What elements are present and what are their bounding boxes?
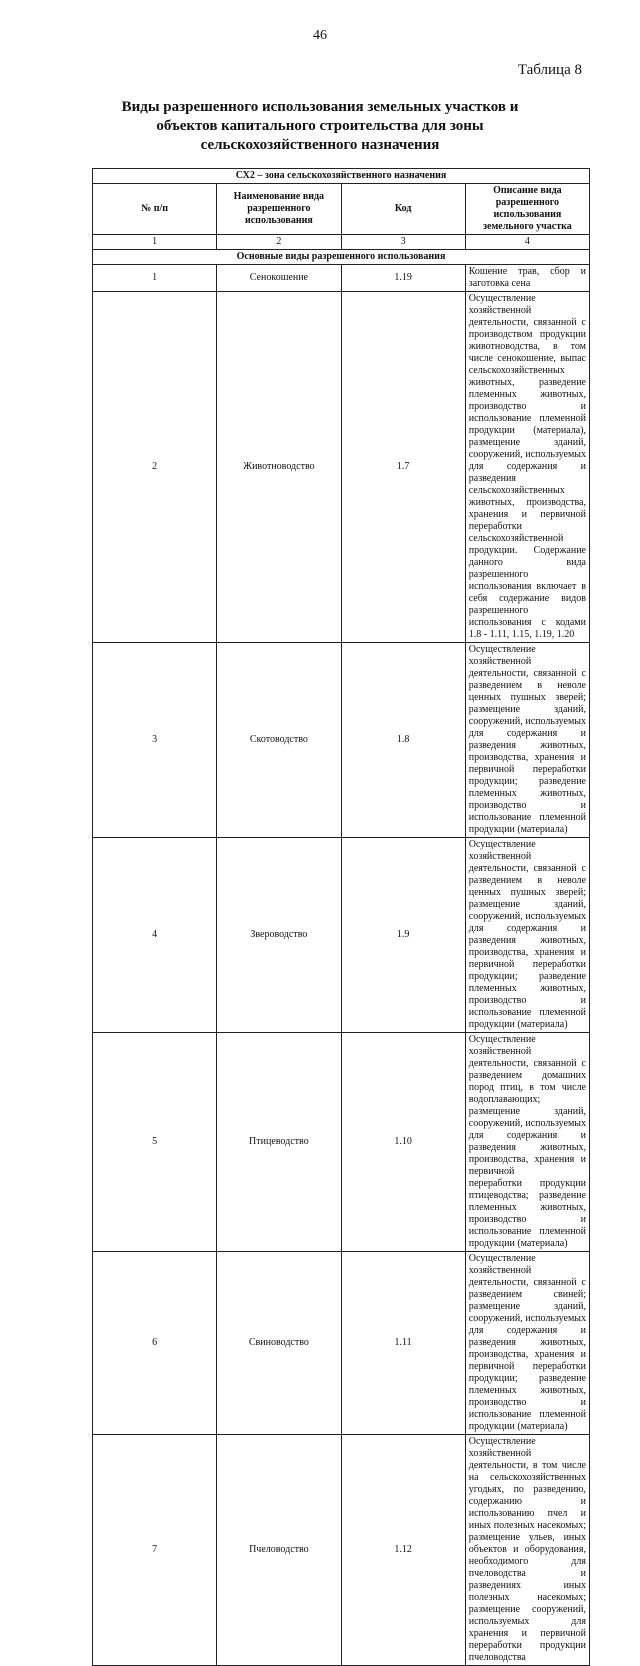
column-header-code: Код (341, 184, 465, 235)
row-name: Скотоводство (217, 643, 341, 838)
row-name: Пчеловодство (217, 1435, 341, 1666)
column-index-cell: 3 (341, 235, 465, 250)
row-code: 1.9 (341, 838, 465, 1033)
column-header-row (93, 184, 590, 235)
row-name: Свиноводство (217, 1252, 341, 1435)
row-desc-line: Осуществление хозяйственной деятельности, связанной с разведением домашних пород птиц, в том числе водоплавающих; размещение зданий, сооружений, используемых для содержания и разведения животных, производства, хранения и первичной (468, 1034, 586, 1177)
table-row (93, 1435, 590, 1666)
row-code: 1.11 (341, 1252, 465, 1435)
row-name: Звероводство (217, 838, 341, 1033)
row-desc: Осуществление хозяйственной деятельности, связанной с разведением свиней; размещение зданий, сооружений, используемых для содержания и разведения животных, производства, хранения и первичной переработки продукции; разведение племенных животных, производство и использование племенной продукции (материала) (465, 1252, 589, 1435)
row-num: 2 (93, 292, 217, 643)
column-index-cell: 4 (465, 235, 589, 250)
table-row (93, 1033, 590, 1252)
table-row (93, 643, 590, 838)
row-desc: Кошение трав, сбор и заготовка сена (465, 265, 589, 292)
column-header-name: Наименование вида разрешенного использования (217, 184, 341, 235)
document-title: Виды разрешенного использования земельных участков и объектов капитального строительства для зоны сельскохозяйственного назначения (121, 99, 519, 153)
column-index-row (93, 235, 590, 250)
row-num: 6 (93, 1252, 217, 1435)
row-name: Птицеводство (217, 1033, 341, 1252)
row-num: 1 (93, 265, 217, 292)
zone-header-row (93, 169, 590, 184)
row-num: 3 (93, 643, 217, 838)
section-title: Основные виды разрешенного использования (93, 250, 590, 265)
row-desc: Осуществление хозяйственной деятельности, в том числе на сельскохозяйственных угодьях, по разведению, содержанию и использованию пчел и иных полезных насекомых; размещение ульев, иных объектов и оборудования, необходимого для пчеловодства и разведениях иных полезных насекомых; размещение сооружений, используемых для хранения и первичной переработки продукции пчеловодства (465, 1435, 589, 1666)
table-row (93, 1252, 590, 1435)
column-header-desc: Описание вида разрешенного использования земельного участка (465, 184, 589, 235)
table-row (93, 292, 590, 643)
row-code: 1.7 (341, 292, 465, 643)
row-desc-line: переработки продукции птицеводства; разведение племенных животных, производство и использование племенной продукции (материала) (468, 1178, 586, 1249)
section-row (93, 250, 590, 265)
page-number: 46 (313, 28, 327, 43)
row-code: 1.10 (341, 1033, 465, 1252)
row-name: Сенокошение (217, 265, 341, 292)
column-index-cell: 1 (93, 235, 217, 250)
row-desc: Осуществление хозяйственной деятельности, связанной с разведением в неволе ценных пушных зверей; размещение зданий, сооружений, используемых для содержания и разведения животных, производства, хранения и первичной переработки продукции; разведение племенных животных, производство и использование племенной продукции (материала) (465, 838, 589, 1033)
row-code: 1.8 (341, 643, 465, 838)
row-name: Животноводство (217, 292, 341, 643)
row-desc (465, 1033, 589, 1252)
row-desc: Осуществление хозяйственной деятельности, связанной с производством продукции животноводства, в том числе сенокошение, выпас сельскохозяйственных животных, разведение племенных животных, производство и использование племенной продукции (материала), размещение зданий, сооружений, используемых для содержания и разведения сельскохозяйственных животных, производства, хранения и первичной переработки сельскохозяйственной продукции. Содержание данного вида разрешенного использования включает в себя содержание видов разрешенного использования с кодами 1.8 - 1.11, 1.15, 1.19, 1.20 (465, 292, 589, 643)
column-index-cell: 2 (217, 235, 341, 250)
column-header-num: № п/п (93, 184, 217, 235)
zoning-table (92, 168, 590, 1666)
row-num: 4 (93, 838, 217, 1033)
table-label: Таблица 8 (517, 62, 582, 78)
row-num: 5 (93, 1033, 217, 1252)
table-row (93, 265, 590, 292)
row-desc: Осуществление хозяйственной деятельности, связанной с разведением в неволе ценных пушных зверей; размещение зданий, сооружений, используемых для содержания и разведения животных, производства, хранения и первичной переработки продукции; разведение племенных животных, производство и использование племенной продукции (материала) (465, 643, 589, 838)
table-row (93, 838, 590, 1033)
row-code: 1.12 (341, 1435, 465, 1666)
row-code: 1.19 (341, 265, 465, 292)
row-num: 7 (93, 1435, 217, 1666)
zone-header: СХ2 – зона сельскохозяйственного назначения (93, 169, 590, 184)
